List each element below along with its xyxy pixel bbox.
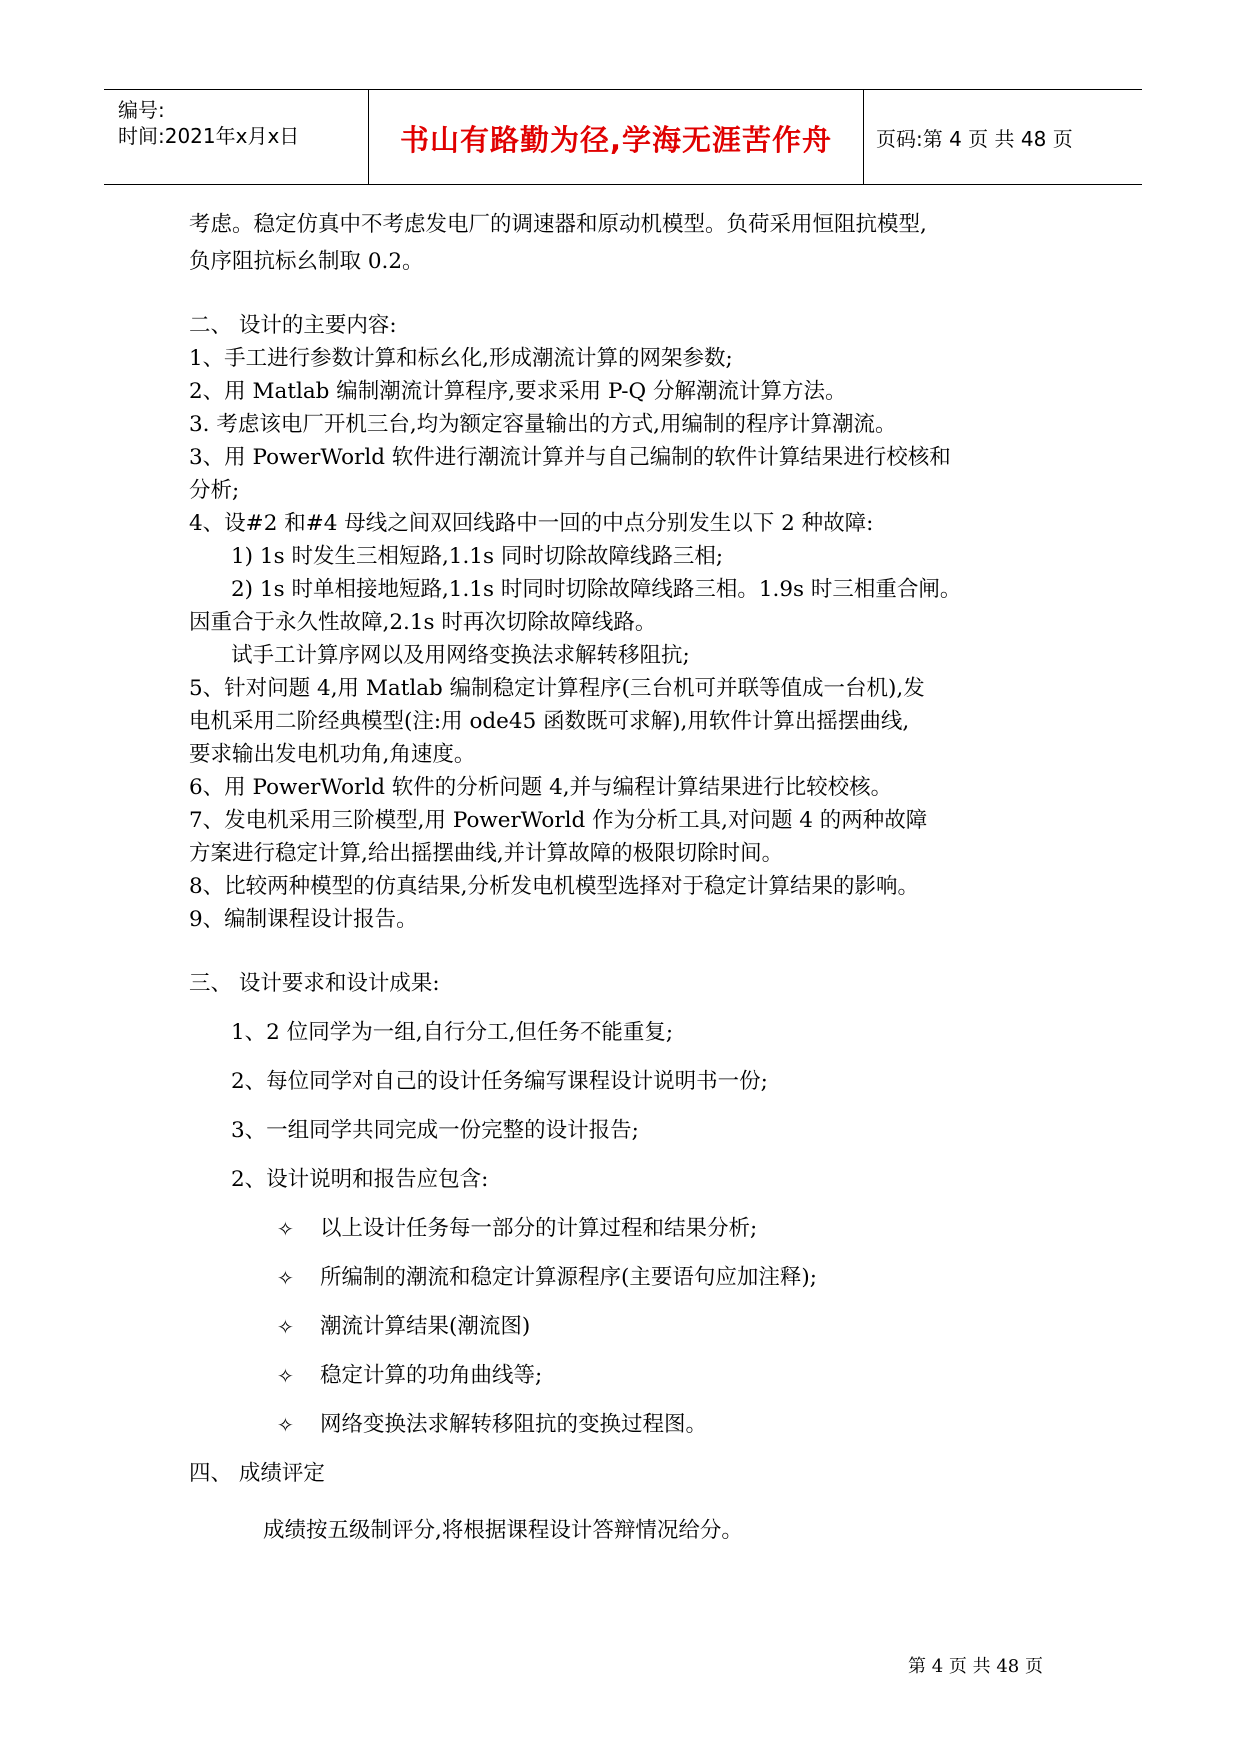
section-heading: 三、 设计要求和设计成果: xyxy=(189,971,440,996)
bullet-item: 网络变换法求解转移阻抗的变换过程图。 xyxy=(320,1412,708,1437)
body-line: 1、手工进行参数计算和标幺化,形成潮流计算的网架参数; xyxy=(189,346,733,371)
body-line: 1、2 位同学为一组,自行分工,但任务不能重复; xyxy=(231,1020,674,1045)
page-header xyxy=(104,89,1142,185)
body-line: 3、一组同学共同完成一份完整的设计报告; xyxy=(231,1118,639,1143)
body-line: 3、用 PowerWorld 软件进行潮流计算并与自己编制的软件计算结果进行校核和 xyxy=(189,445,951,470)
body-line: 2、用 Matlab 编制潮流计算程序,要求采用 P-Q 分解潮流计算方法。 xyxy=(189,379,847,404)
body-line: 方案进行稳定计算,给出摇摆曲线,并计算故障的极限切除时间。 xyxy=(189,841,784,866)
bullet-icon: ✧ xyxy=(277,1266,294,1290)
body-line: 2、设计说明和报告应包含: xyxy=(231,1167,489,1192)
section-heading: 二、 设计的主要内容: xyxy=(189,313,397,338)
body-line: 3. 考虑该电厂开机三台,均为额定容量输出的方式,用编制的程序计算潮流。 xyxy=(189,412,897,437)
body-line: 9、编制课程设计报告。 xyxy=(189,907,418,932)
header-middle-cell xyxy=(368,90,864,184)
body-line: 5、针对问题 4,用 Matlab 编制稳定计算程序(三台机可并联等值成一台机),发 xyxy=(189,676,925,701)
body-line: 1) 1s 时发生三相短路,1.1s 同时切除故障线路三相; xyxy=(231,544,724,569)
body-line: 2、每位同学对自己的设计任务编写课程设计说明书一份; xyxy=(231,1069,768,1094)
body-line: 6、用 PowerWorld 软件的分析问题 4,并与编程计算结果进行比较校核。 xyxy=(189,775,893,800)
bullet-icon: ✧ xyxy=(277,1315,294,1339)
page-footer: 第 4 页 共 48 页 xyxy=(908,1656,1043,1677)
body-line: 分析; xyxy=(189,478,240,503)
serial-label: 编号: xyxy=(118,98,165,122)
bullet-item: 所编制的潮流和稳定计算源程序(主要语句应加注释); xyxy=(320,1265,818,1290)
body-line: 4、设#2 和#4 母线之间双回线路中一回的中点分别发生以下 2 种故障: xyxy=(189,511,874,536)
motto: 书山有路勤为径,学海无涯苦作舟 xyxy=(399,123,833,157)
body-line: 要求输出发电机功角,角速度。 xyxy=(189,742,476,767)
bullet-icon: ✧ xyxy=(277,1364,294,1388)
section-heading: 四、 成绩评定 xyxy=(189,1461,325,1486)
body-line: 电机采用二阶经典模型(注:用 ode45 函数既可求解),用软件计算出摇摆曲线, xyxy=(189,709,910,734)
bullet-item: 以上设计任务每一部分的计算过程和结果分析; xyxy=(320,1216,758,1241)
body-line: 试手工计算序网以及用网络变换法求解转移阻抗; xyxy=(231,643,690,668)
body-line: 8、比较两种模型的仿真结果,分析发电机模型选择对于稳定计算结果的影响。 xyxy=(189,874,920,899)
body-line: 成绩按五级制评分,将根据课程设计答辩情况给分。 xyxy=(263,1518,743,1543)
body-line: 考虑。稳定仿真中不考虑发电厂的调速器和原动机模型。负荷采用恒阻抗模型, xyxy=(189,212,927,237)
header-left-cell xyxy=(104,90,368,184)
bullet-icon: ✧ xyxy=(277,1413,294,1437)
bullet-item: 潮流计算结果(潮流图) xyxy=(320,1314,531,1339)
body-line: 7、发电机采用三阶模型,用 PowerWorld 作为分析工具,对问题 4 的两种故障 xyxy=(189,808,928,833)
body-line: 负序阻抗标幺制取 0.2。 xyxy=(189,249,424,274)
bullet-icon: ✧ xyxy=(277,1217,294,1241)
bullet-item: 稳定计算的功角曲线等; xyxy=(320,1363,543,1388)
body-line: 2) 1s 时单相接地短路,1.1s 时同时切除故障线路三相。1.9s 时三相重合闸。 xyxy=(231,577,962,602)
page-number-label: 页码:第 4 页 共 48 页 xyxy=(876,127,1073,151)
header-right-cell xyxy=(864,90,1142,184)
time-label: 时间:2021年x月x日 xyxy=(118,124,300,148)
body-line: 因重合于永久性故障,2.1s 时再次切除故障线路。 xyxy=(189,610,657,635)
